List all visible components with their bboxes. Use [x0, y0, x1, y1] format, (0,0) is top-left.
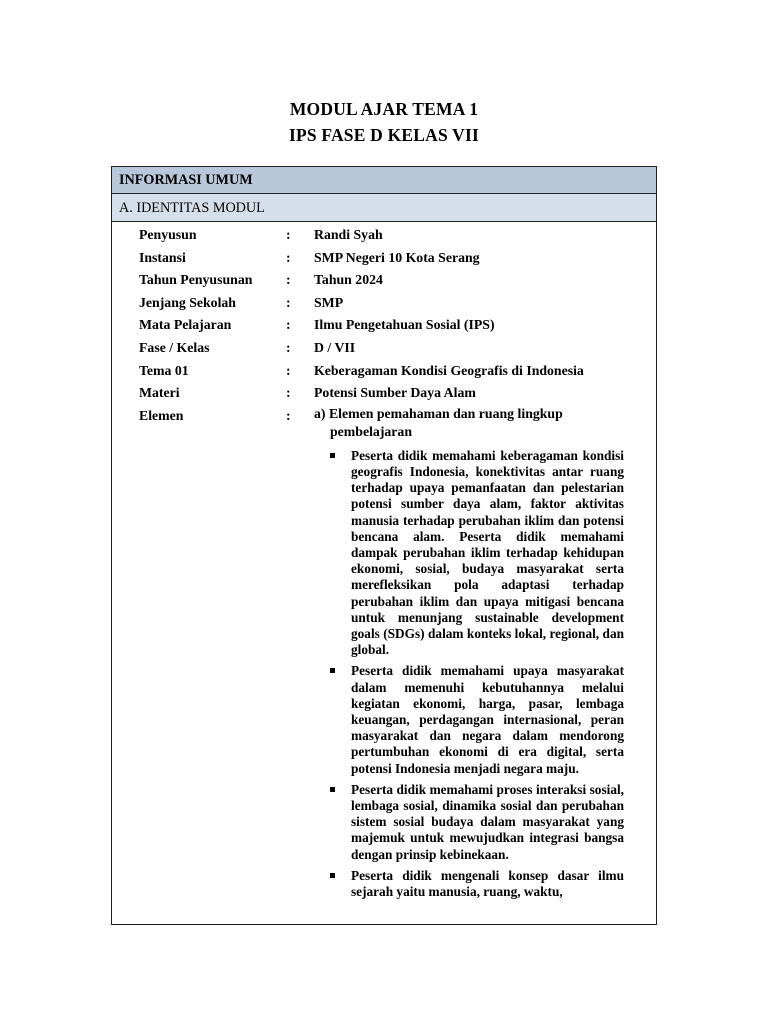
row-value: Keberagaman Kondisi Geografis di Indonesia [314, 362, 584, 378]
list-item [330, 448, 624, 659]
row-label: Tema 01 [139, 362, 189, 378]
row-value: Ilmu Pengetahuan Sosial (IPS) [314, 317, 495, 333]
identity-row [112, 360, 656, 383]
row-value: SMP [314, 294, 344, 310]
row-label: Materi [139, 385, 180, 401]
section-header: INFORMASI UMUM [112, 167, 656, 194]
row-separator: : [286, 227, 291, 242]
document-title [0, 96, 768, 148]
elemen-row [112, 405, 656, 905]
row-value: Potensi Sumber Daya Alam [314, 385, 476, 401]
row-separator: : [286, 317, 291, 333]
title-line-1: MODUL AJAR TEMA 1 [289, 99, 479, 119]
square-bullet-icon [330, 668, 335, 673]
title-line-2: IPS FASE D KELAS VII [288, 125, 480, 145]
identity-row [112, 382, 656, 405]
list-item-text: Peserta didik mengenali konsep dasar ilmu sejarah yaitu manusia, ruang, waktu, [351, 867, 624, 900]
subsection-header: A. IDENTITAS MODUL [112, 194, 656, 222]
row-label: Mata Pelajaran [139, 317, 232, 333]
identity-row [112, 337, 656, 360]
row-separator: : [286, 294, 291, 310]
identity-row [112, 247, 656, 270]
identity-table [111, 166, 657, 925]
row-separator: : [286, 407, 291, 423]
identity-row [112, 292, 656, 315]
row-label: Fase / Kelas [139, 339, 210, 355]
row-value: Randi Syah [314, 227, 383, 242]
elemen-heading-line-1: a) Elemen pemahaman dan ruang lingkup [314, 405, 563, 421]
list-item-text: Peserta didik memahami upaya masyarakat dalam memenuhi kebutuhannya melalui kegiatan ekonomi, harga, pasar, lembaga keuangan, perdagangan internasional, peran masyarakat dan negara dalam mendorong pertumbuhan ekonomi di era digital, serta potensi Indonesia menjadi negara maju. [351, 663, 624, 776]
row-separator: : [286, 249, 291, 265]
elemen-heading [314, 405, 624, 442]
identity-rows [112, 222, 656, 905]
list-item-text: Peserta didik memahami keberagaman kondisi geografis Indonesia, konektivitas antar ruang terhadap upaya pemanfaatan dan pelestarian potensi sumber daya alam, faktor aktivitas manusia terhadap perubahan iklim dan potensi bencana alam. Peserta didik memahami dampak perubahan iklim terhadap kehidupan ekonomi, sosial, budaya masyarakat serta merefleksikan pola adaptasi terhadap perubahan iklim dan upaya mitigasi bencana untuk menunjang sustainable development goals (SDGs) dalam konteks lokal, regional, dan global. [351, 447, 624, 658]
row-label: Elemen [139, 407, 184, 423]
elemen-heading-line-2: pembelajaran [330, 424, 413, 440]
identity-row [112, 314, 656, 337]
square-bullet-icon [330, 453, 335, 458]
elemen-content [314, 405, 624, 905]
list-item-text: Peserta didik memahami proses interaksi sosial, lembaga sosial, dinamika sosial dan perubahan sistem sosial budaya dalam masyarakat yang majemuk untuk mewujudkan integrasi bangsa dengan prinsip kebinekaan. [351, 781, 624, 862]
row-value: SMP Negeri 10 Kota Serang [314, 249, 480, 265]
row-separator: : [286, 272, 291, 288]
elemen-bullet-list [314, 448, 624, 900]
row-separator: : [286, 339, 291, 355]
row-label: Tahun Penyusunan [139, 272, 253, 288]
row-label: Jenjang Sekolah [139, 294, 236, 310]
identity-row [112, 224, 656, 247]
row-label: Penyusun [139, 227, 197, 242]
list-item [330, 663, 624, 776]
list-item [330, 782, 624, 863]
row-separator: : [286, 385, 291, 401]
square-bullet-icon [330, 873, 335, 878]
row-value: Tahun 2024 [314, 272, 383, 288]
identity-row [112, 269, 656, 292]
row-value: D / VII [314, 339, 356, 355]
list-item [330, 868, 624, 900]
square-bullet-icon [330, 787, 335, 792]
row-separator: : [286, 362, 291, 378]
row-label: Instansi [139, 249, 186, 265]
